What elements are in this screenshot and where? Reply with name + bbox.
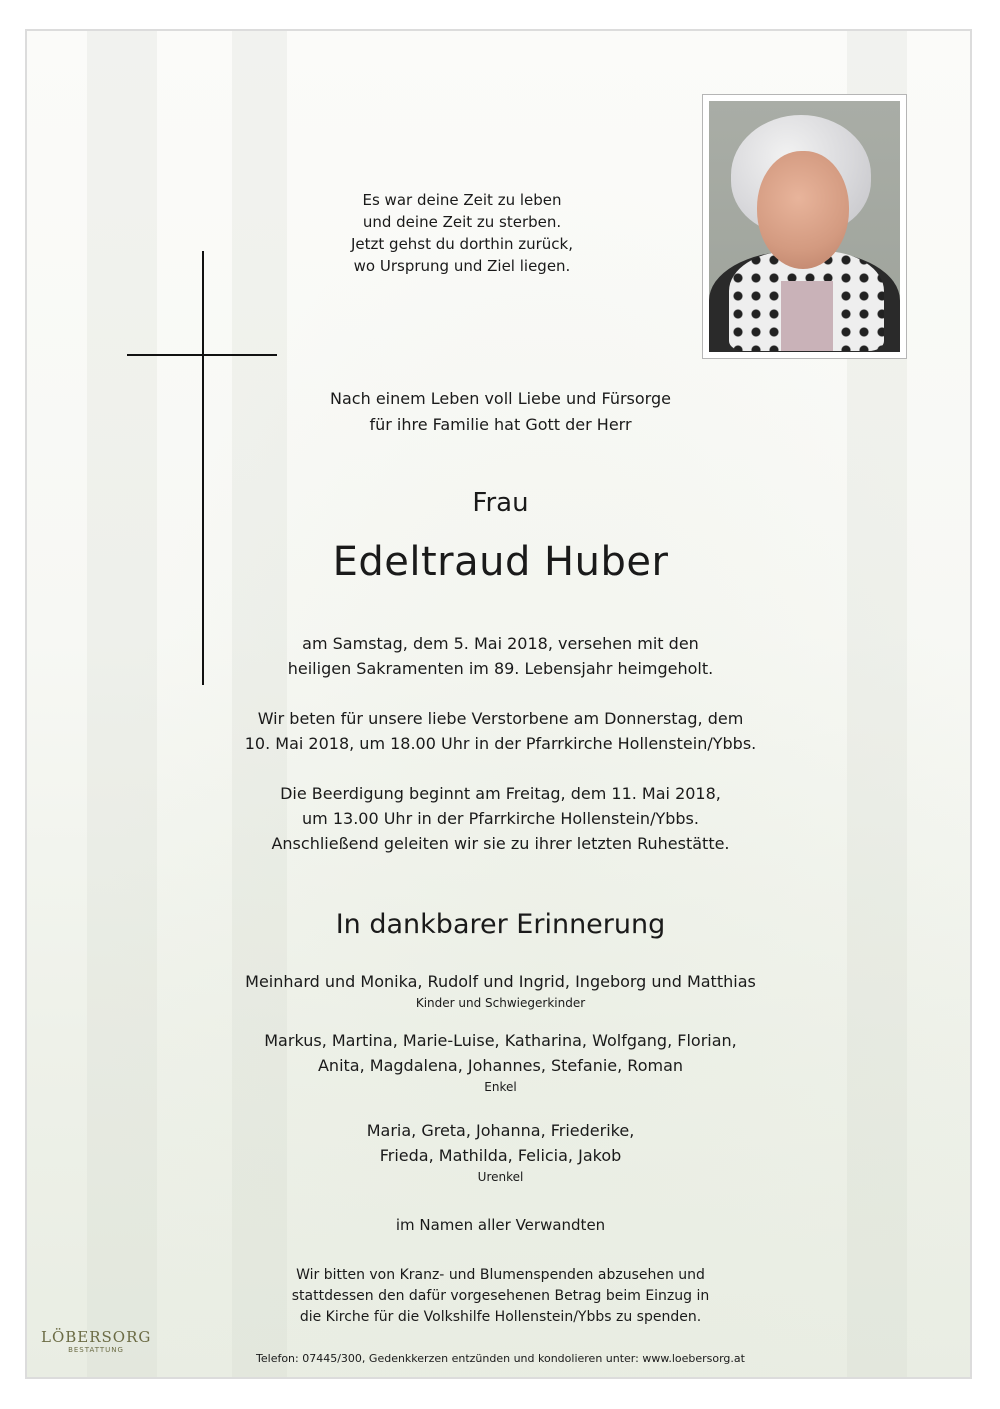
- family-names: Markus, Martina, Marie-Luise, Katharina, Wolfgang, Florian,: [264, 1031, 737, 1050]
- paragraph-line: um 13.00 Uhr in der Pfarrkirche Hollenstein/Ybbs.: [302, 809, 699, 828]
- request-line: Wir bitten von Kranz- und Blumenspenden abzusehen und: [296, 1267, 705, 1283]
- paragraph-line: 10. Mai 2018, um 18.00 Uhr in der Pfarrkirche Hollenstein/Ybbs.: [244, 734, 757, 753]
- family-names: Anita, Magdalena, Johannes, Stefanie, Roman: [317, 1056, 684, 1075]
- parte-sheet: [25, 29, 972, 1379]
- paragraph-line: heiligen Sakramenten im 89. Lebensjahr heimgeholt.: [287, 659, 714, 678]
- memorial-quote: [322, 189, 602, 277]
- logo-wordmark: LÖBERSORG: [41, 1328, 152, 1346]
- paragraph-line: am Samstag, dem 5. Mai 2018, versehen mit den: [302, 634, 699, 653]
- paragraph-line: Die Beerdigung beginnt am Freitag, dem 11. Mai 2018,: [280, 784, 721, 803]
- family-relation: Enkel: [484, 1080, 517, 1094]
- quote-line: Jetzt gehst du dorthin zurück,: [350, 235, 574, 253]
- logo-subtitle: BESTATTUNG: [68, 1346, 124, 1354]
- paragraph-line: Anschließend geleiten wir sie zu ihrer letzten Ruhestätte.: [271, 834, 730, 853]
- request-line: stattdessen den dafür vorgesehenen Betrag beim Einzug in: [291, 1288, 710, 1304]
- quote-line: Es war deine Zeit zu leben: [362, 191, 562, 209]
- cross-icon-horizontal: [127, 354, 277, 356]
- prayer-paragraph: [27, 706, 972, 756]
- intro-line: Nach einem Leben voll Liebe und Fürsorge: [330, 389, 671, 408]
- closing-line: im Namen aller Verwandten: [395, 1216, 606, 1234]
- quote-line: und deine Zeit zu sterben.: [362, 213, 562, 231]
- donation-request: [27, 1265, 972, 1328]
- intro-line: für ihre Familie hat Gott der Herr: [369, 415, 632, 434]
- funeral-paragraph: [27, 781, 972, 856]
- family-relation: Kinder und Schwiegerkinder: [415, 996, 586, 1010]
- funeral-home-logo: [41, 1328, 151, 1354]
- family-names: Meinhard und Monika, Rudolf und Ingrid, Ingeborg und Matthias: [245, 972, 756, 991]
- cross-icon-vertical: [202, 251, 204, 685]
- request-line: die Kirche für die Volkshilfe Hollenstein/Ybbs zu spenden.: [299, 1309, 702, 1325]
- family-group-grandchildren: [27, 1028, 972, 1096]
- footer-contact: Telefon: 07445/300, Gedenkkerzen entzünden und kondolieren unter: www.loebersorg.at: [256, 1352, 745, 1365]
- quote-line: wo Ursprung und Ziel liegen.: [353, 257, 571, 275]
- death-notice-paragraph: [27, 631, 972, 681]
- family-relation: Urenkel: [477, 1170, 524, 1184]
- intro-text: [27, 386, 972, 438]
- portrait-photo: [709, 101, 900, 352]
- family-group-great-grandchildren: [27, 1118, 972, 1186]
- paragraph-line: Wir beten für unsere liebe Verstorbene am Donnerstag, dem: [257, 709, 744, 728]
- family-names: Maria, Greta, Johanna, Friederike,: [366, 1121, 635, 1140]
- family-names: Frieda, Mathilda, Felicia, Jakob: [379, 1146, 622, 1165]
- gratitude-heading: In dankbarer Erinnerung: [335, 909, 666, 940]
- family-group-children: [27, 969, 972, 1012]
- deceased-name: Edeltraud Huber: [332, 539, 669, 585]
- deceased-title: Frau: [472, 488, 529, 518]
- portrait-frame: [702, 94, 907, 359]
